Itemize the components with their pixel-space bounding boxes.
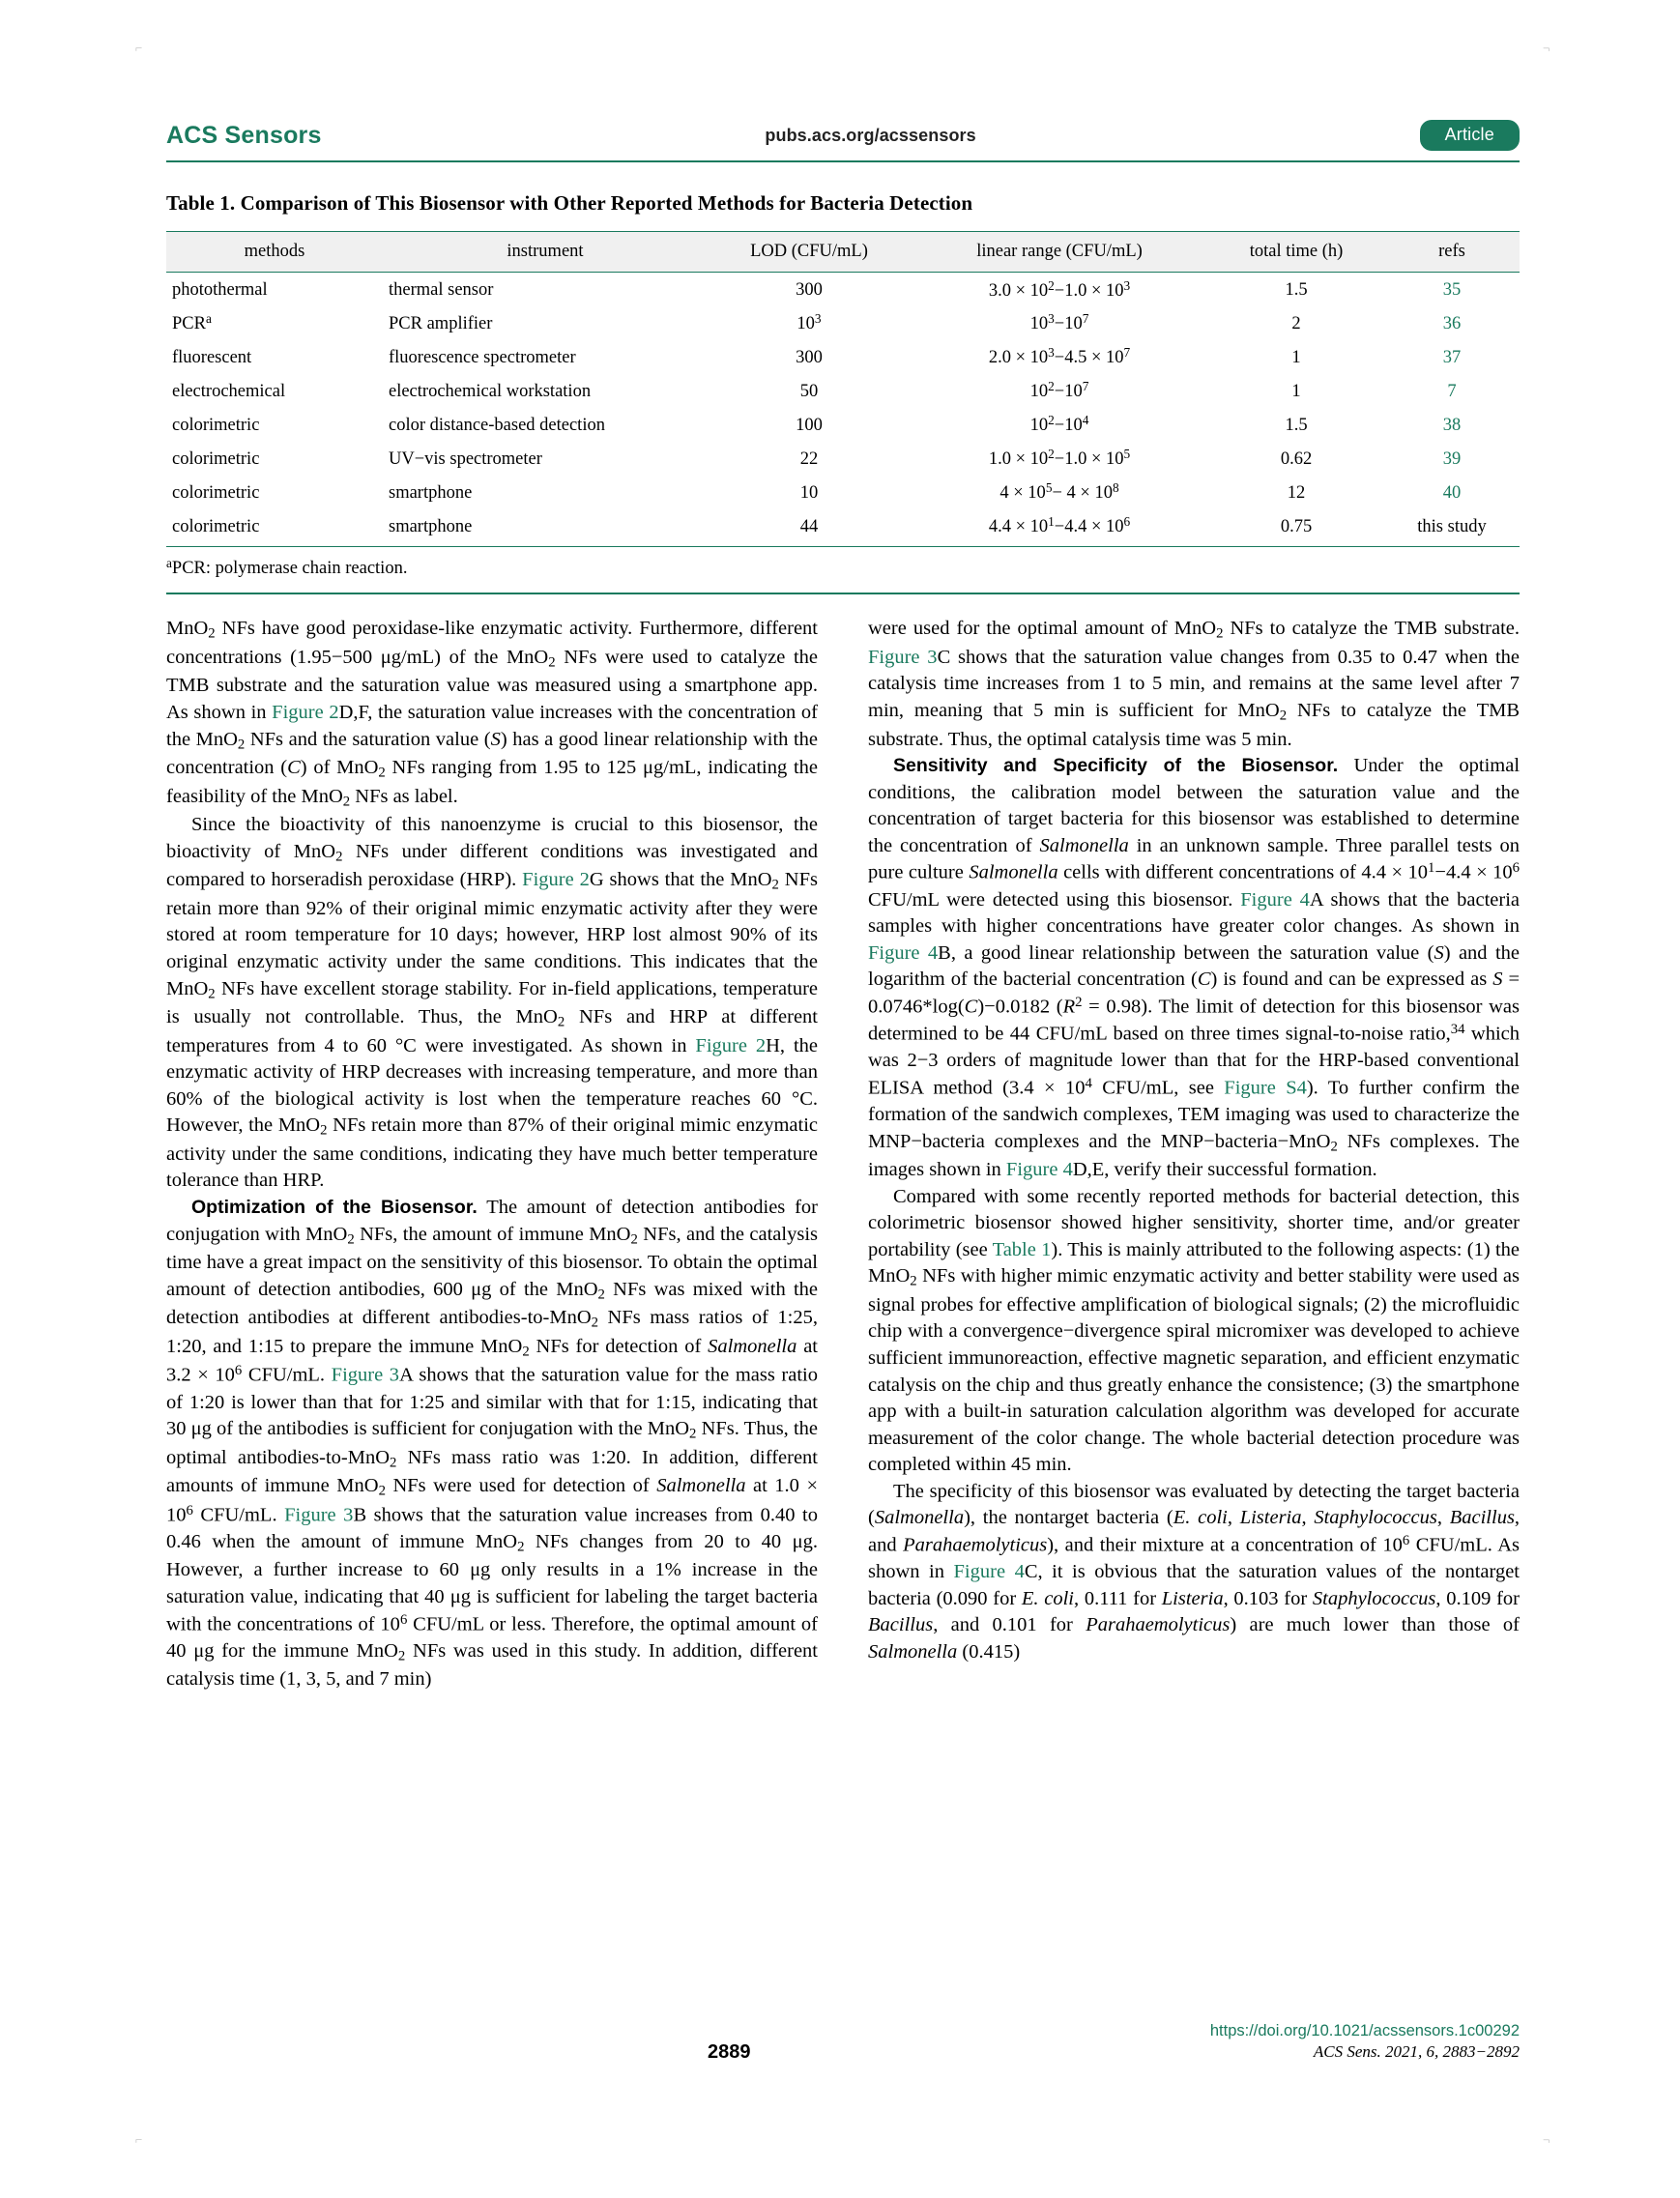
page-number: 2889 — [708, 2041, 751, 2064]
cell-instrument: smartphone — [389, 483, 473, 504]
col-lod: LOD (CFU/mL) — [708, 232, 911, 273]
table-row — [166, 509, 1520, 546]
cell-instrument: color distance-based detection — [389, 416, 605, 436]
cell-instrument: smartphone — [389, 517, 473, 537]
table-row — [166, 442, 1520, 476]
col-methods: methods — [166, 232, 383, 273]
cell-ref[interactable]: 38 — [1442, 416, 1462, 436]
cell-lod: 10 — [799, 483, 819, 504]
page-footer — [166, 2020, 1520, 2064]
cell-total-time: 2 — [1291, 314, 1301, 334]
header-divider — [166, 160, 1520, 162]
cell-lod: 300 — [796, 280, 823, 301]
table-1-block — [166, 191, 1520, 594]
cell-lod: 22 — [799, 449, 819, 470]
article-type-badge: Article — [1420, 120, 1520, 151]
cell-instrument: UV−vis spectrometer — [389, 449, 542, 470]
cell-lod: $10^3$ — [797, 311, 822, 334]
cell-ref[interactable]: 7 — [1447, 382, 1457, 402]
citation-text: ACS Sens. 2021, 6, 2883−2892 — [1313, 2042, 1520, 2062]
left-column — [166, 616, 818, 1693]
cell-ref[interactable]: 37 — [1442, 348, 1462, 368]
col-total-time: total time (h) — [1208, 232, 1384, 273]
cell-linear-range: $2.0 \times 10^3-4.5 \times 10^7$ — [988, 345, 1131, 368]
col-refs: refs — [1384, 232, 1520, 273]
right-column-paragraph: Sensitivity and Specificity of the Biosensor. Under the optimal conditions, the calibration model between the saturation value and the concentration of target bacteria for this biosensor was established to determine the concentration of Salmonella in an unknown sample. Three parallel tests on pure culture Salmonella cells with different concentrations of $4.4 \times 10^1-4.4 \times 10^6$ CFU/mL were detected using this biosensor. Figure 4A shows that the bacteria samples with higher concentrations have greater color changes. As shown in Figure 4B, a good linear relationship between the saturation value (S) and the logarithm of the bacterial concentration (C) is found and can be expressed as S = 0.0746*log(C)−0.0182 $(R^2 = 0.98)$. The limit of detection for this biosensor was determined to be 44 CFU/mL based on three times signal-to-noise ratio,$^{34}$ which was 2−3 orders of magnitude lower than that for the HRP-based conventional ELISA method ($3.4 \times 10^4$ CFU/mL, see Figure S4). To further confirm the formation of the sandwich complexes, TEM imaging was used to characterize the MNP−bacteria complexes and the MNP−bacteria−MnO$_2$ NFs complexes. The images shown in Figure 4D,E, verify their successful formation. — [868, 755, 1521, 1181]
right-column-paragraph: Compared with some recently reported methods for bacterial detection, this colorimetric biosensor showed higher sensitivity, shorter time, and/or greater portability (see Table 1). This is mainly attributed to the following aspects: (1) the MnO$_2$ NFs with higher mimic enzymatic activity and better stability were used as signal probes for effective amplification of biological signals; (2) the microfluidic chip with a convergence−divergence spiral micromixer was developed to achieve sufficient immunoreaction, effective magnetic separation, and efficient enzymatic catalysis on the chip and thus greatly enhance the consistence; (3) the smartphone app with a built-in saturation calculation algorithm was developed for accurate measurement of the color change. The whole bacterial detection procedure was completed within 45 min. — [868, 1185, 1520, 1476]
cell-linear-range: $10^2-10^7$ — [1029, 379, 1089, 402]
cell-total-time: 0.62 — [1280, 449, 1313, 470]
cell-linear-range: $10^2-10^4$ — [1029, 413, 1089, 436]
cell-lod: 100 — [796, 416, 823, 436]
crop-mark: ¬ — [1543, 2132, 1550, 2147]
cell-total-time: 1 — [1291, 348, 1301, 368]
cell-method: fluorescent — [172, 348, 252, 368]
journal-title: ACS Sensors — [166, 121, 322, 149]
cell-method: PCR$^a$ — [172, 311, 212, 334]
col-instrument: instrument — [383, 232, 708, 273]
table-bottom-rule — [166, 546, 1520, 547]
right-column — [868, 616, 1520, 1693]
crop-mark: ⌐ — [135, 2132, 143, 2147]
cell-lod: 300 — [796, 348, 823, 368]
doi-link[interactable]: https://doi.org/10.1021/acssensors.1c00292 — [1209, 2022, 1520, 2039]
cell-method: electrochemical — [172, 382, 286, 402]
crop-mark: ¬ — [1543, 41, 1550, 55]
cell-linear-range: $3.0 \times 10^2-1.0 \times 10^3$ — [988, 277, 1131, 301]
cell-instrument: thermal sensor — [389, 280, 494, 301]
col-linear-range: linear range (CFU/mL) — [911, 232, 1208, 273]
table-row — [166, 408, 1520, 442]
body-columns — [166, 616, 1520, 1693]
cell-ref[interactable]: 35 — [1442, 280, 1462, 301]
left-column-paragraph: Since the bioactivity of this nanoenzyme is crucial to this biosensor, the bioactivity of MnO$_2$ NFs under different conditions was investigated and compared to horseradish peroxidase (HRP). Figure 2G shows that the MnO$_2$ NFs retain more than 92% of their original mimic enzymatic activity after they were stored at room temperature for 10 days; however, HRP lost almost 90% of its original enzymatic activity under the same conditions. This indicates that the MnO$_2$ NFs have excellent storage stability. For in-field applications, temperature is usually not controllable. Thus, the MnO$_2$ NFs and HRP at different temperatures from 4 to 60 °C were investigated. As shown in Figure 2H, the enzymatic activity of HRP decreases with increasing temperature, and more than 60% of the biological activity is lost when the temperature reaches 60 °C. However, the MnO$_2$ NFs retain more than 87% of their original mimic enzymatic activity under the same conditions, indicating they have much better temperature tolerance than HRP. — [166, 814, 818, 1192]
table-row — [166, 476, 1520, 509]
table-row — [166, 273, 1520, 306]
cell-linear-range: $4.4 \times 10^1-4.4 \times 10^6$ — [988, 514, 1131, 537]
left-column-paragraph: Optimization of the Biosensor. The amount of detection antibodies for conjugation with MnO$_2$ NFs, the amount of immune MnO$_2$ NFs, and the catalysis time have a great impact on the sensitivity of this biosensor. To obtain the optimal amount of detection antibodies, 600 μg of the MnO$_2$ NFs was mixed with the detection antibodies at different antibodies-to-MnO$_2$ NFs mass ratios of 1:25, 1:20, and 1:15 to prepare the immune MnO$_2$ NFs for detection of Salmonella at $3.2 \times 10^6$ CFU/mL. Figure 3A shows that the saturation value for the mass ratio of 1:20 is lower than that for 1:25 and similar with that for 1:15, indicating that 30 μg of the antibodies is sufficient for conjugation with the MnO$_2$ NFs. Thus, the optimal antibodies-to-MnO$_2$ NFs mass ratio was 1:20. In addition, different amounts of immune MnO$_2$ NFs were used for detection of Salmonella at $1.0 \times 10^6$ CFU/mL. Figure 3B shows that the saturation value increases from 0.40 to 0.46 when the amount of immune MnO$_2$ NFs changes from 20 to 40 μg. However, a further increase to 60 μg only results in a 1% increase in the saturation value, indicating that 40 μg is sufficient for labeling the target bacteria with the concentrations of $10^6$ CFU/mL or less. Therefore, the optimal amount of 40 μg for the immune MnO$_2$ NFs was used in this study. In addition, different catalysis time (1, 3, 5, and 7 min) — [166, 1197, 819, 1691]
footer-citation-block — [1210, 2020, 1520, 2064]
cell-method: colorimetric — [172, 483, 260, 504]
cell-instrument: fluorescence spectrometer — [389, 348, 576, 368]
table-header-row — [166, 232, 1520, 273]
crop-mark: ⌐ — [135, 41, 143, 55]
cell-ref[interactable]: 39 — [1442, 449, 1462, 470]
cell-ref[interactable]: 40 — [1442, 483, 1462, 504]
table-caption: Table 1. Comparison of This Biosensor with Other Reported Methods for Bacteria Detection — [166, 191, 973, 215]
cell-instrument: PCR amplifier — [389, 314, 493, 334]
cell-total-time: 1.5 — [1285, 280, 1308, 301]
right-column-paragraph: The specificity of this biosensor was evaluated by detecting the target bacteria (Salmonella), the nontarget bacteria (E. coli, Listeria, Staphylococcus, Bacillus, and Parahaemolyticus), and their mixture at a concentration of $10^6$ CFU/mL. As shown in Figure 4C, it is obvious that the saturation values of the nontarget bacteria (0.090 for E. coli, 0.111 for Listeria, 0.103 for Staphylococcus, 0.109 for Bacillus, and 0.101 for Parahaemolyticus) are much lower than those of Salmonella (0.415) — [868, 1480, 1521, 1663]
comparison-table — [166, 231, 1520, 546]
table-footnote: $^a$PCR: polymerase chain reaction. — [166, 556, 408, 579]
left-column-paragraph: MnO$_2$ NFs have good peroxidase-like enzymatic activity. Furthermore, different concentrations (1.95−500 μg/mL) of the MnO$_2$ NFs were used to catalyze the TMB substrate and the saturation value was measured using a smartphone app. As shown in Figure 2D,F, the saturation value increases with the concentration of the MnO$_2$ NFs and the saturation value (S) has a good linear relationship with the concentration (C) of MnO$_2$ NFs ranging from 1.95 to 125 μg/mL, indicating the feasibility of the MnO$_2$ NFs as label. — [166, 618, 819, 810]
cell-total-time: 0.75 — [1280, 517, 1313, 537]
cell-linear-range: $1.0 \times 10^2-1.0 \times 10^5$ — [988, 447, 1131, 470]
cell-linear-range: $4 \times 10^5- 4 \times 10^8$ — [999, 480, 1119, 504]
cell-total-time: 1.5 — [1285, 416, 1308, 436]
cell-method: colorimetric — [172, 517, 260, 537]
cell-method: colorimetric — [172, 416, 260, 436]
cell-ref: this study — [1417, 517, 1487, 537]
table-section-rule — [166, 593, 1520, 594]
cell-total-time: 1 — [1291, 382, 1301, 402]
journal-url: pubs.acs.org/acssensors — [765, 125, 976, 145]
cell-ref[interactable]: 36 — [1442, 314, 1462, 334]
cell-linear-range: $10^3-10^7$ — [1029, 311, 1089, 334]
table-row — [166, 340, 1520, 374]
right-column-paragraph: were used for the optimal amount of MnO$_2$ NFs to catalyze the TMB substrate. Figure 3C shows that the saturation value changes from 0.35 to 0.47 when the catalysis time increases from 1 to 5 min, and remains at the same level after 7 min, meaning that 5 min is sufficient for MnO$_2$ NFs to catalyze the TMB substrate. Thus, the optimal catalysis time was 5 min. — [868, 618, 1521, 750]
cell-method: colorimetric — [172, 449, 260, 470]
cell-method: photothermal — [172, 280, 268, 301]
cell-instrument: electrochemical workstation — [389, 382, 592, 402]
table-row — [166, 374, 1520, 408]
cell-lod: 50 — [799, 382, 819, 402]
cell-total-time: 12 — [1287, 483, 1306, 504]
cell-lod: 44 — [799, 517, 819, 537]
table-body — [166, 273, 1520, 547]
table-row — [166, 306, 1520, 340]
running-head — [166, 116, 1520, 155]
